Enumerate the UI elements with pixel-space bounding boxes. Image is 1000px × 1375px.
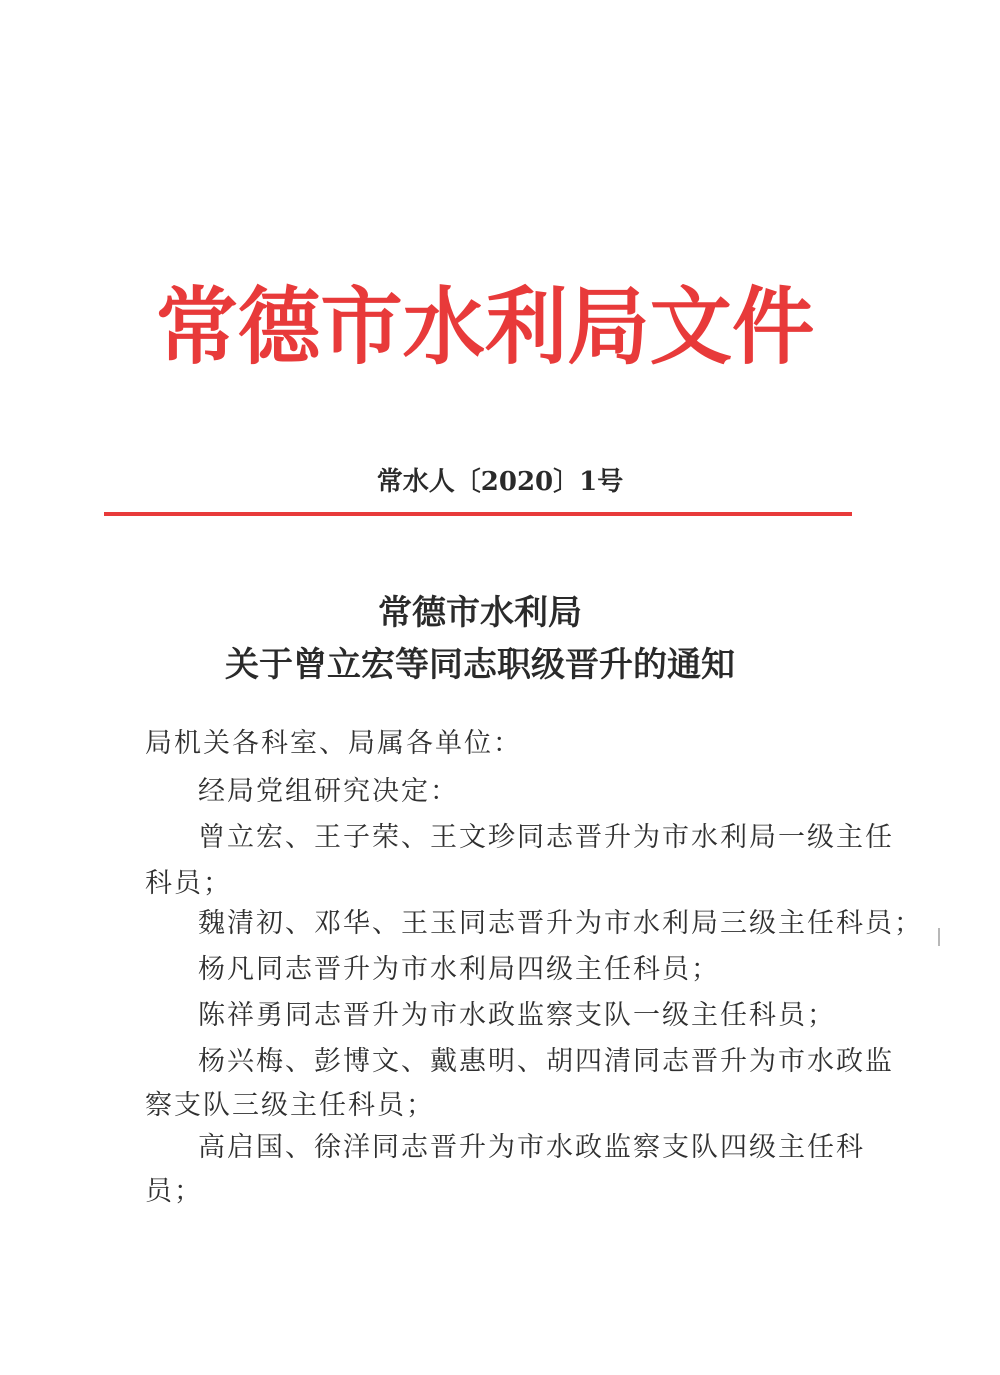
- body-line: 魏清初、邓华、王玉同志晋升为市水利局三级主任科员；: [198, 908, 923, 939]
- body-line: 曾立宏、王子荣、王文珍同志晋升为市水利局一级主任: [198, 822, 894, 853]
- scan-mark: [938, 928, 940, 946]
- document-header-title: 常德市水利局文件: [155, 277, 815, 376]
- body-line: 察支队三级主任科员；: [145, 1090, 435, 1121]
- body-line: 经局党组研究决定：: [198, 776, 459, 807]
- body-line: 杨兴梅、彭博文、戴惠明、胡四清同志晋升为市水政监: [198, 1046, 894, 1077]
- notice-title-line-1: 常德市水利局: [378, 593, 582, 633]
- body-line: 陈祥勇同志晋升为市水政监察支队一级主任科员；: [198, 1000, 836, 1031]
- notice-title-line-2: 关于曾立宏等同志职级晋升的通知: [225, 645, 735, 685]
- header-red-rule: [104, 512, 852, 516]
- document-number: 常水人〔2020〕1号: [376, 467, 624, 497]
- addressee: 局机关各科室、局属各单位：: [145, 728, 522, 759]
- body-line: 杨凡同志晋升为市水利局四级主任科员；: [198, 954, 720, 985]
- body-line: 高启国、徐洋同志晋升为市水政监察支队四级主任科: [198, 1132, 865, 1163]
- body-line: 员；: [145, 1176, 203, 1207]
- body-line: 科员；: [145, 868, 232, 899]
